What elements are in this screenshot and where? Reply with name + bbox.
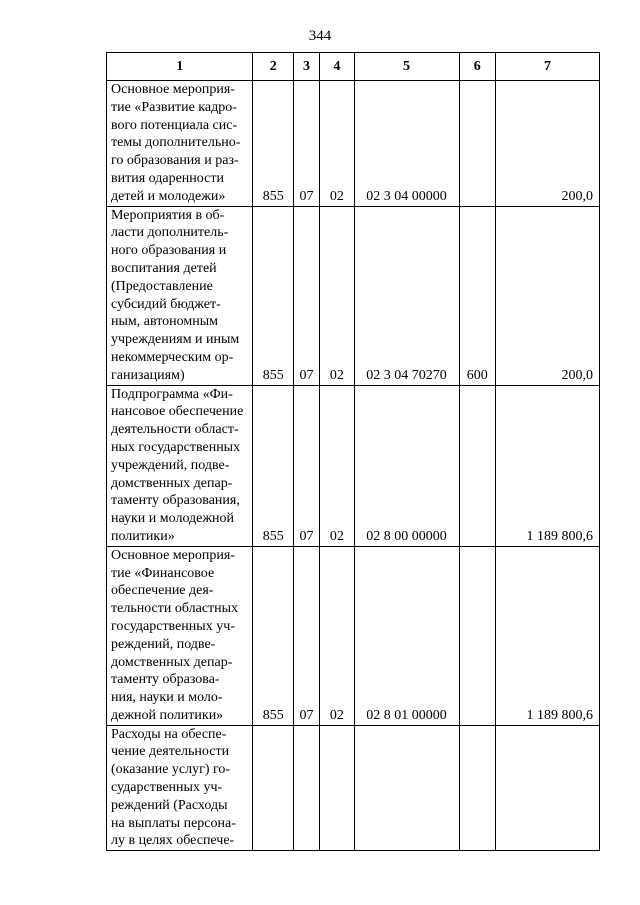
row-target-article: [354, 725, 459, 851]
row-section-code: 07: [293, 206, 319, 385]
row-target-article: 02 3 04 00000: [354, 81, 459, 207]
row-expense-type: [459, 725, 495, 851]
row-ministry-code: 855: [253, 385, 293, 546]
header-col-3: 3: [293, 53, 319, 81]
row-section-code: 07: [293, 385, 319, 546]
row-expense-type: [459, 81, 495, 207]
row-subsection-code: [320, 725, 354, 851]
table-row: [107, 81, 600, 207]
header-col-5: 5: [354, 53, 459, 81]
header-col-7: 7: [495, 53, 599, 81]
row-subsection-code: 02: [320, 206, 354, 385]
header-col-4: 4: [320, 53, 354, 81]
table-row: [107, 546, 600, 725]
row-subsection-code: 02: [320, 81, 354, 207]
budget-table: [106, 52, 600, 851]
row-section-code: [293, 725, 319, 851]
row-amount: 200,0: [495, 81, 599, 207]
table-row: [107, 725, 600, 851]
page-number: 344: [308, 28, 332, 44]
row-name: Подпрограмма «Фи- нансовое обеспечение деятельности област- ных государственных учреждений, подве- домственных депар- таменту образования, науки и молодежной политики»: [107, 385, 253, 546]
header-col-1: 1: [107, 53, 253, 81]
row-target-article: 02 3 04 70270: [354, 206, 459, 385]
row-name: Основное мероприя- тие «Развитие кадро- вого потенциала сис- темы дополнительно- го образования и раз- вития одаренности детей и молодежи»: [107, 81, 253, 207]
row-name: Расходы на обеспе- чение деятельности (оказание услуг) го- сударственных уч- реждений (Расходы на выплаты персона- лу в целях обеспече-: [107, 725, 253, 851]
row-ministry-code: 855: [253, 206, 293, 385]
row-subsection-code: 02: [320, 385, 354, 546]
row-expense-type: [459, 546, 495, 725]
row-section-code: 07: [293, 546, 319, 725]
header-row: [107, 53, 600, 81]
row-amount: 1 189 800,6: [495, 546, 599, 725]
header-col-2: 2: [253, 53, 293, 81]
table-row: [107, 206, 600, 385]
row-ministry-code: 855: [253, 546, 293, 725]
row-ministry-code: 855: [253, 81, 293, 207]
row-amount: [495, 725, 599, 851]
row-name: Мероприятия в об- ласти дополнитель- ного образования и воспитания детей (Предоставление субсидий бюджет- ным, автономным учреждениям и иным некоммерческим ор- ганизациям): [107, 206, 253, 385]
row-target-article: 02 8 00 00000: [354, 385, 459, 546]
row-target-article: 02 8 01 00000: [354, 546, 459, 725]
row-expense-type: [459, 385, 495, 546]
row-name: Основное мероприя- тие «Финансовое обеспечение дея- тельности областных государственных уч- реждений, подве- домственных депар- таменту образова- ния, науки и моло- дежной политики»: [107, 546, 253, 725]
row-section-code: 07: [293, 81, 319, 207]
header-col-6: 6: [459, 53, 495, 81]
row-amount: 1 189 800,6: [495, 385, 599, 546]
row-amount: 200,0: [495, 206, 599, 385]
table-row: [107, 385, 600, 546]
row-ministry-code: [253, 725, 293, 851]
row-expense-type: 600: [459, 206, 495, 385]
row-subsection-code: 02: [320, 546, 354, 725]
